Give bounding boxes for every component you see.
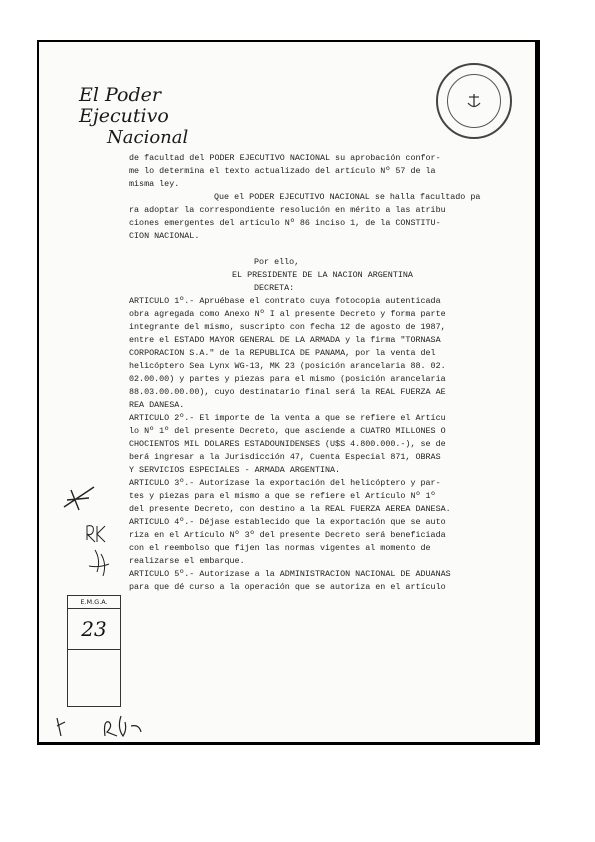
text-line: tes y piezas para el mismo a que se refiere el Artículo Nº 1º (129, 491, 436, 501)
letterhead (79, 85, 199, 148)
text-line: helicóptero Sea Lynx WG-13, MK 23 (posición arancelaria 88. 02. (129, 361, 446, 371)
text-line: ARTICULO 1º.- Apruébase el contrato cuya fotocopia autenticada (129, 296, 441, 306)
text-line: CHOCIENTOS MIL DOLARES ESTADOUNIDENSES (U$S 4.800.000.-), se de (129, 439, 446, 449)
text-line: EL PRESIDENTE DE LA NACION ARGENTINA (232, 270, 413, 280)
text-line: realizarse el embarque. (129, 556, 245, 566)
text-line: lo Nº 1º del presente Decreto, que asciende a CUATRO MILLONES O (129, 426, 446, 436)
text-line: entre el ESTADO MAYOR GENERAL DE LA ARMADA y la firma "TORNASA (129, 335, 441, 345)
text-line: DECRETA: (254, 283, 295, 293)
scanned-page-border (37, 40, 540, 745)
text-line: me lo determina el texto actualizado del artículo Nº 57 de la (129, 166, 436, 176)
text-line: Por ello, (254, 257, 300, 267)
decree-body (129, 152, 519, 594)
anchor-icon (464, 91, 484, 111)
text-line: 88.03.00.00.00), cuyo destinatario final será la REAL FUERZA AE (129, 387, 446, 397)
text-line: obra agregada como Anexo Nº I al presente Decreto y forma parte (129, 309, 446, 319)
official-seal (436, 63, 512, 139)
text-line: del presente Decreto, con destino a la REAL FUERZA AEREA DANESA. (129, 504, 451, 514)
text-line: ARTICULO 3º.- Autorízase la exportación del helicóptero y par- (129, 478, 441, 488)
text-line: para que dé curso a la operación que se autoriza en el artículo (129, 582, 446, 592)
text-line: CION NACIONAL. (129, 231, 200, 241)
letterhead-line2: Nacional (107, 127, 189, 148)
text-line: con el reembolso que fijen las normas vigentes al momento de (129, 543, 431, 553)
text-line: Que el PODER EJECUTIVO NACIONAL se halla facultado pa (214, 192, 481, 202)
text-line: berá ingresar a la Jurisdicción 47, Cuenta Especial 871, OBRAS (129, 452, 441, 462)
text-line: ciones emergentes del artículo Nº 86 inciso 1, de la CONSTITU- (129, 218, 441, 228)
text-line: misma ley. (129, 179, 180, 189)
registry-stamp (67, 595, 121, 707)
text-line: ARTICULO 4º.- Déjase establecido que la exportación que se auto (129, 517, 446, 527)
text-line: ARTICULO 5º.- Autorízase a la ADMINISTRACION NACIONAL DE ADUANAS (129, 569, 451, 579)
text-line: CORPORACION S.A." de la REPUBLICA DE PANAMA, por la venta del (129, 348, 436, 358)
text-line: Y SERVICIOS ESPECIALES - ARMADA ARGENTINA. (129, 465, 341, 475)
paragraph-gap (129, 243, 519, 256)
text-line: ARTICULO 2º.- El importe de la venta a que se refiere el Artícu (129, 413, 446, 423)
handwritten-cross-mark (59, 482, 99, 512)
text-line: REA DANESA. (129, 400, 185, 410)
text-line: integrante del mismo, suscripto con fecha 12 de agosto de 1987, (129, 322, 446, 332)
text-line: riza en el Artículo Nº 3º del presente Decreto será beneficiada (129, 530, 446, 540)
letterhead-line1: El Poder Ejecutivo (79, 84, 169, 127)
text-line: 02.00.00) y partes y piezas para el mismo (posición arancelaria (129, 374, 446, 384)
stamp-number: 23 (68, 609, 120, 650)
text-line: ra adoptar la correspondiente resolución en mérito a las atribu (129, 205, 446, 215)
handwritten-initials-rk (83, 520, 113, 580)
stamp-label: E.M.G.A. (68, 596, 120, 609)
text-line: de facultad del PODER EJECUTIVO NACIONAL su aprobación confor- (129, 153, 441, 163)
handwritten-signature (51, 712, 151, 742)
document-page (39, 42, 535, 742)
